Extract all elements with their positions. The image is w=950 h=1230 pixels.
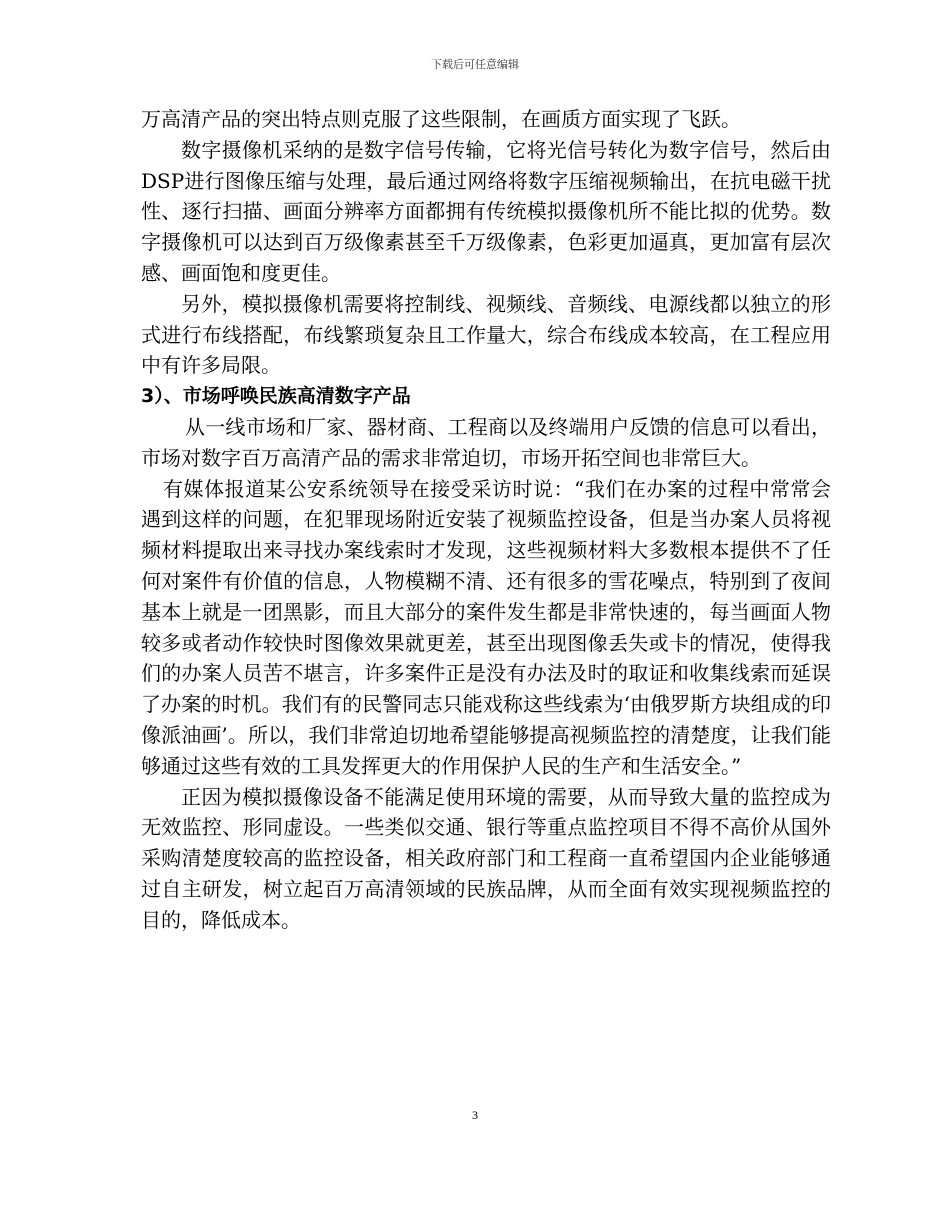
page-number: 3 bbox=[472, 1108, 478, 1122]
section-heading: 3）、市场呼唤民族高清数字产品 bbox=[141, 385, 411, 408]
paragraph-market-feedback: 从一线市场和厂家、器材商、工程商以及终端用户反馈的信息可以看出，市场对数字百万高清产品的需求非常迫切，市场开拓空间也非常巨大。 bbox=[141, 414, 831, 470]
paragraph-national-brand: 正因为模拟摄像设备不能满足使用环境的需要，从而导致大量的监控成为无效监控、形同虚设。一些类似交通、银行等重点监控项目不得不高价从国外采购清楚度较高的监控设备，相关政府部门和工程商一直希望国内企业能够通过自主研发，树立起百万高清领域的民族品牌，从而全面有效实现视频监控的目的，降低成本。 bbox=[141, 784, 831, 932]
paragraph-police-quote: 有媒体报道某公安系统领导在接受采访时说：“我们在办案的过程中常常会遇到这样的问题，在犯罪现场附近安装了视频监控设备，但是当办案人员将视频材料提取出来寻找办案线索时才发现，这些视频材料大多数根本提供不了任何对案件有价值的信息，人物模糊不清、还有很多的雪花噪点，特别到了夜间基本上就是一团黑影，而且大部分的案件发生都是非常快速的，每当画面人物较多或者动作较快时图像效果就更差，甚至出现图像丢失或卡的情况，使得我们的办案人员苦不堪言，许多案件正是没有办法及时的取证和收集线索而延误了办案的时机。我们有的民警同志只能戏称这些线索为‘由俄罗斯方块组成的印像派油画’。所以，我们非常迫切地希望能够提高视频监控的清楚度，让我们能够通过这些有效的工具发挥更大的作用保护人民的生产和生活安全。” bbox=[141, 476, 831, 778]
document-body bbox=[141, 104, 831, 936]
paragraph-digital-camera: 数字摄像机采纳的是数字信号传输，它将光信号转化为数字信号，然后由DSP进行图像压缩与处理，最后通过网络将数字压缩视频输出，在抗电磁干扰性、逐行扫描、画面分辨率方面都拥有传统模拟摄像机所不能比拟的优势。数字摄像机可以达到百万级像素甚至千万级像素，色彩更加逼真，更加富有层次感、画面饱和度更佳。 bbox=[141, 137, 831, 285]
paragraph-continuation: 万高清产品的突出特点则克服了这些限制，在画质方面实现了飞跃。 bbox=[141, 107, 741, 131]
page-header: 下载后可任意编辑 bbox=[431, 58, 519, 71]
paragraph-analog-wiring: 另外，模拟摄像机需要将控制线、视频线、音频线、电源线都以独立的形式进行布线搭配，布线繁琐复杂且工作量大，综合布线成本较高，在工程应用中有许多局限。 bbox=[141, 291, 831, 378]
